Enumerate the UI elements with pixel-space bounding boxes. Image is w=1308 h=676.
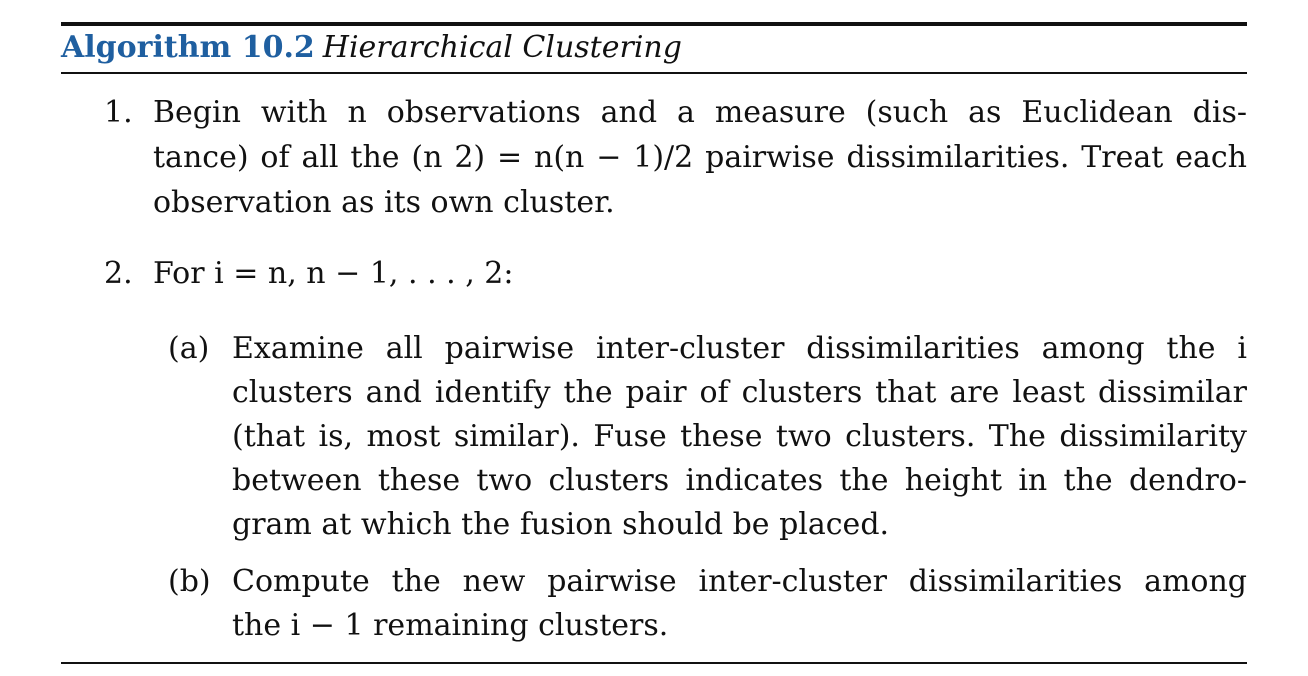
step-2a-line-2: clusters and identify the pair of clusters that are least dissimilar [232,375,1247,410]
step-2a-marker: (a) [168,331,210,366]
step-2a-line-4: between these two clusters indicates the height in the dendro- [232,463,1247,498]
algorithm-number: Algorithm 10.2 [61,30,315,65]
step-1-marker: 1. [104,95,133,130]
step-2b-line-1: Compute the new pairwise inter-cluster dissimilarities among [232,564,1247,599]
step-1-line-3: observation as its own cluster. [153,185,615,220]
title-rule [61,72,1247,74]
algorithm-name: Hierarchical Clustering [322,30,682,65]
step-2b-line-2: the i − 1 remaining clusters. [232,608,669,643]
step-2a-line-5: gram at which the fusion should be placed. [232,507,890,542]
step-2a-line-3: (that is, most similar). Fuse these two clusters. The dissimilarity [232,419,1247,454]
step-2-marker: 2. [104,256,133,291]
step-2a-line-1: Examine all pairwise inter-cluster dissimilarities among the i [232,331,1247,366]
step-2-text: For i = n, n − 1, . . . , 2: [153,256,514,291]
bottom-rule [61,662,1247,664]
step-1-line-1: Begin with n observations and a measure (such as Euclidean dis- [153,95,1247,130]
step-2b-marker: (b) [168,564,211,599]
algorithm-title [61,26,682,70]
step-1-line-2: tance) of all the (n 2) = n(n − 1)/2 pairwise dissimilarities. Treat each [153,140,1247,175]
